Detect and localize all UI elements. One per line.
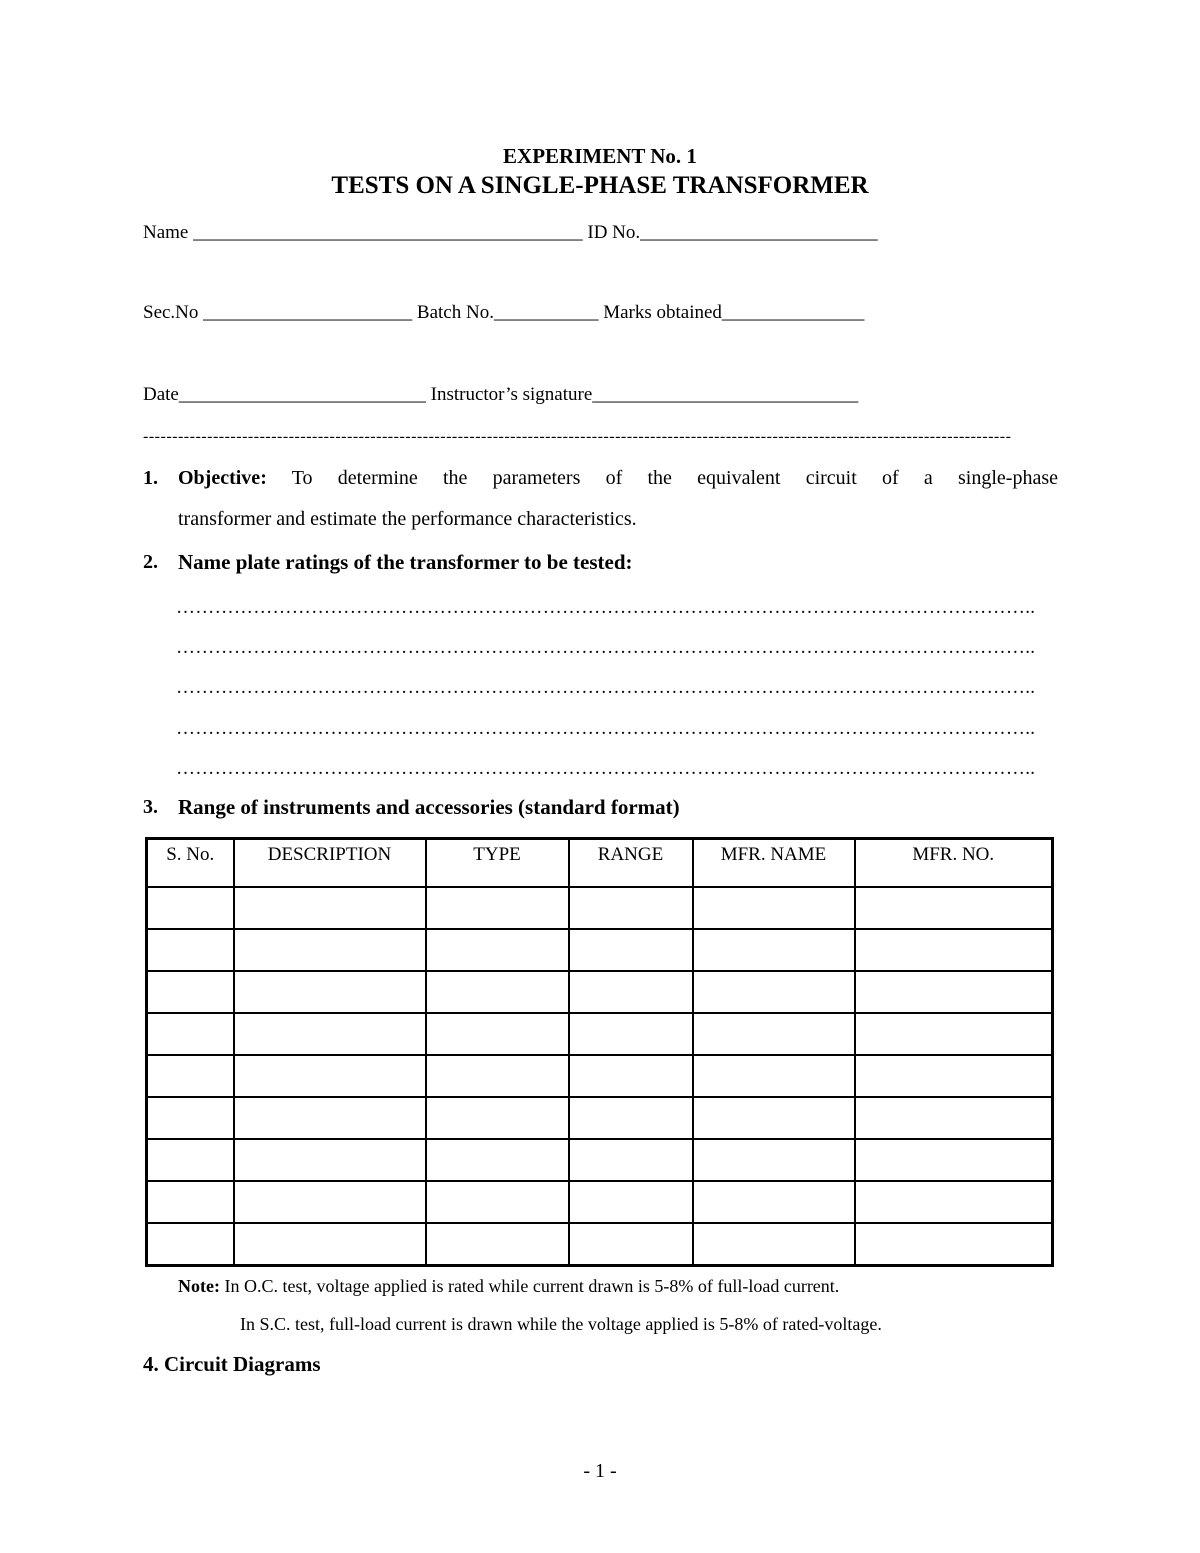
- table-cell: [569, 971, 693, 1013]
- table-cell: [855, 971, 1053, 1013]
- table-row: [147, 929, 1053, 971]
- table-cell: [569, 929, 693, 971]
- table-cell: [693, 929, 855, 971]
- table-cell: [693, 1223, 855, 1266]
- objective-paragraph-line1: [178, 467, 1058, 490]
- table-cell: [426, 1139, 569, 1181]
- table-cell: [855, 1055, 1053, 1097]
- circuit-diagrams-heading: [143, 1352, 321, 1377]
- nameplate-dotted-line: ……………………………………………………………………………………………………………………..: [176, 758, 1036, 779]
- section-3-number: 3.: [143, 796, 158, 818]
- section-4-title: Circuit Diagrams: [164, 1352, 321, 1376]
- table-row: [147, 1013, 1053, 1055]
- note-label: Note:: [178, 1276, 220, 1296]
- table-cell: [234, 971, 426, 1013]
- table-cell: [569, 1013, 693, 1055]
- page-number: - 1 -: [583, 1460, 617, 1482]
- table-cell: [147, 1097, 234, 1139]
- table-cell: [147, 1013, 234, 1055]
- table-cell: [426, 887, 569, 929]
- table-cell: [234, 887, 426, 929]
- table-row: [147, 1097, 1053, 1139]
- section-2-number: 2.: [143, 551, 158, 573]
- table-cell: [693, 1181, 855, 1223]
- instruments-heading: Range of instruments and accessories (standard format): [178, 795, 680, 819]
- table-cell: [147, 1223, 234, 1266]
- objective-text-line1: To determine the parameters of the equivalent circuit of a single-phase: [291, 467, 1058, 489]
- nameplate-heading: Name plate ratings of the transformer to be tested:: [178, 550, 633, 574]
- table-cell: [855, 887, 1053, 929]
- column-header-type: TYPE: [426, 839, 569, 888]
- table-cell: [234, 929, 426, 971]
- section-1-number: 1.: [143, 467, 158, 489]
- section-4-number: 4.: [143, 1352, 159, 1376]
- objective-heading: Objective:: [178, 467, 267, 489]
- table-cell: [693, 1139, 855, 1181]
- table-cell: [147, 1181, 234, 1223]
- table-row: [147, 1139, 1053, 1181]
- column-header-mfr-name: MFR. NAME: [693, 839, 855, 888]
- table-cell: [147, 929, 234, 971]
- table-cell: [426, 1055, 569, 1097]
- instruments-table: [145, 837, 1054, 1267]
- table-row: [147, 887, 1053, 929]
- table-cell: [234, 1097, 426, 1139]
- column-header-mfr-no: MFR. NO.: [855, 839, 1053, 888]
- table-cell: [426, 1013, 569, 1055]
- table-row: [147, 1223, 1053, 1266]
- table-cell: [426, 971, 569, 1013]
- column-header-range: RANGE: [569, 839, 693, 888]
- nameplate-dotted-line: ……………………………………………………………………………………………………………………..: [176, 677, 1036, 698]
- experiment-number: EXPERIMENT No. 1: [503, 144, 697, 168]
- date-signature-field-line: Date__________________________ Instructor’s signature____________________________: [143, 384, 859, 405]
- table-row: [147, 971, 1053, 1013]
- table-cell: [234, 1055, 426, 1097]
- table-cell: [426, 1223, 569, 1266]
- instruments-table-body: [147, 887, 1053, 1266]
- table-cell: [693, 1055, 855, 1097]
- table-cell: [426, 1181, 569, 1223]
- experiment-title: TESTS ON A SINGLE-PHASE TRANSFORMER: [331, 172, 869, 199]
- table-cell: [855, 1181, 1053, 1223]
- table-cell: [147, 887, 234, 929]
- note-text-line2: In S.C. test, full-load current is drawn while the voltage applied is 5-8% of rated-voltage.: [240, 1314, 882, 1334]
- objective-text-line2: transformer and estimate the performance characteristics.: [178, 508, 637, 530]
- table-cell: [426, 929, 569, 971]
- column-header-s-no: S. No.: [147, 839, 234, 888]
- table-cell: [855, 1223, 1053, 1266]
- nameplate-dotted-line: ……………………………………………………………………………………………………………………..: [176, 718, 1036, 739]
- table-header-row: [147, 839, 1053, 888]
- table-cell: [569, 1181, 693, 1223]
- table-cell: [147, 971, 234, 1013]
- table-cell: [147, 1139, 234, 1181]
- nameplate-dotted-line: ……………………………………………………………………………………………………………………..: [176, 637, 1036, 658]
- separator-line: -----------------------------------------------------------------------------------------------------------------------------------------------------: [143, 428, 1012, 445]
- note-text-line1: In O.C. test, voltage applied is rated while current drawn is 5-8% of full-load current.: [219, 1276, 840, 1296]
- table-cell: [569, 887, 693, 929]
- table-cell: [234, 1013, 426, 1055]
- table-cell: [693, 887, 855, 929]
- table-cell: [234, 1223, 426, 1266]
- table-row: [147, 1181, 1053, 1223]
- table-row: [147, 1055, 1053, 1097]
- table-cell: [855, 1139, 1053, 1181]
- table-cell: [569, 1223, 693, 1266]
- note-line1: [178, 1276, 839, 1297]
- table-cell: [855, 1013, 1053, 1055]
- table-cell: [234, 1181, 426, 1223]
- table-cell: [234, 1139, 426, 1181]
- table-cell: [569, 1139, 693, 1181]
- table-cell: [569, 1097, 693, 1139]
- table-cell: [693, 1013, 855, 1055]
- table-cell: [855, 1097, 1053, 1139]
- table-cell: [569, 1055, 693, 1097]
- table-cell: [147, 1055, 234, 1097]
- column-header-description: DESCRIPTION: [234, 839, 426, 888]
- table-cell: [693, 971, 855, 1013]
- table-cell: [426, 1097, 569, 1139]
- nameplate-dotted-line: ……………………………………………………………………………………………………………………..: [176, 597, 1036, 618]
- sec-batch-marks-field-line: Sec.No ______________________ Batch No.___________ Marks obtained_______________: [143, 302, 865, 323]
- table-cell: [693, 1097, 855, 1139]
- table-cell: [855, 929, 1053, 971]
- name-id-field-line: Name _________________________________________ ID No._________________________: [143, 222, 878, 243]
